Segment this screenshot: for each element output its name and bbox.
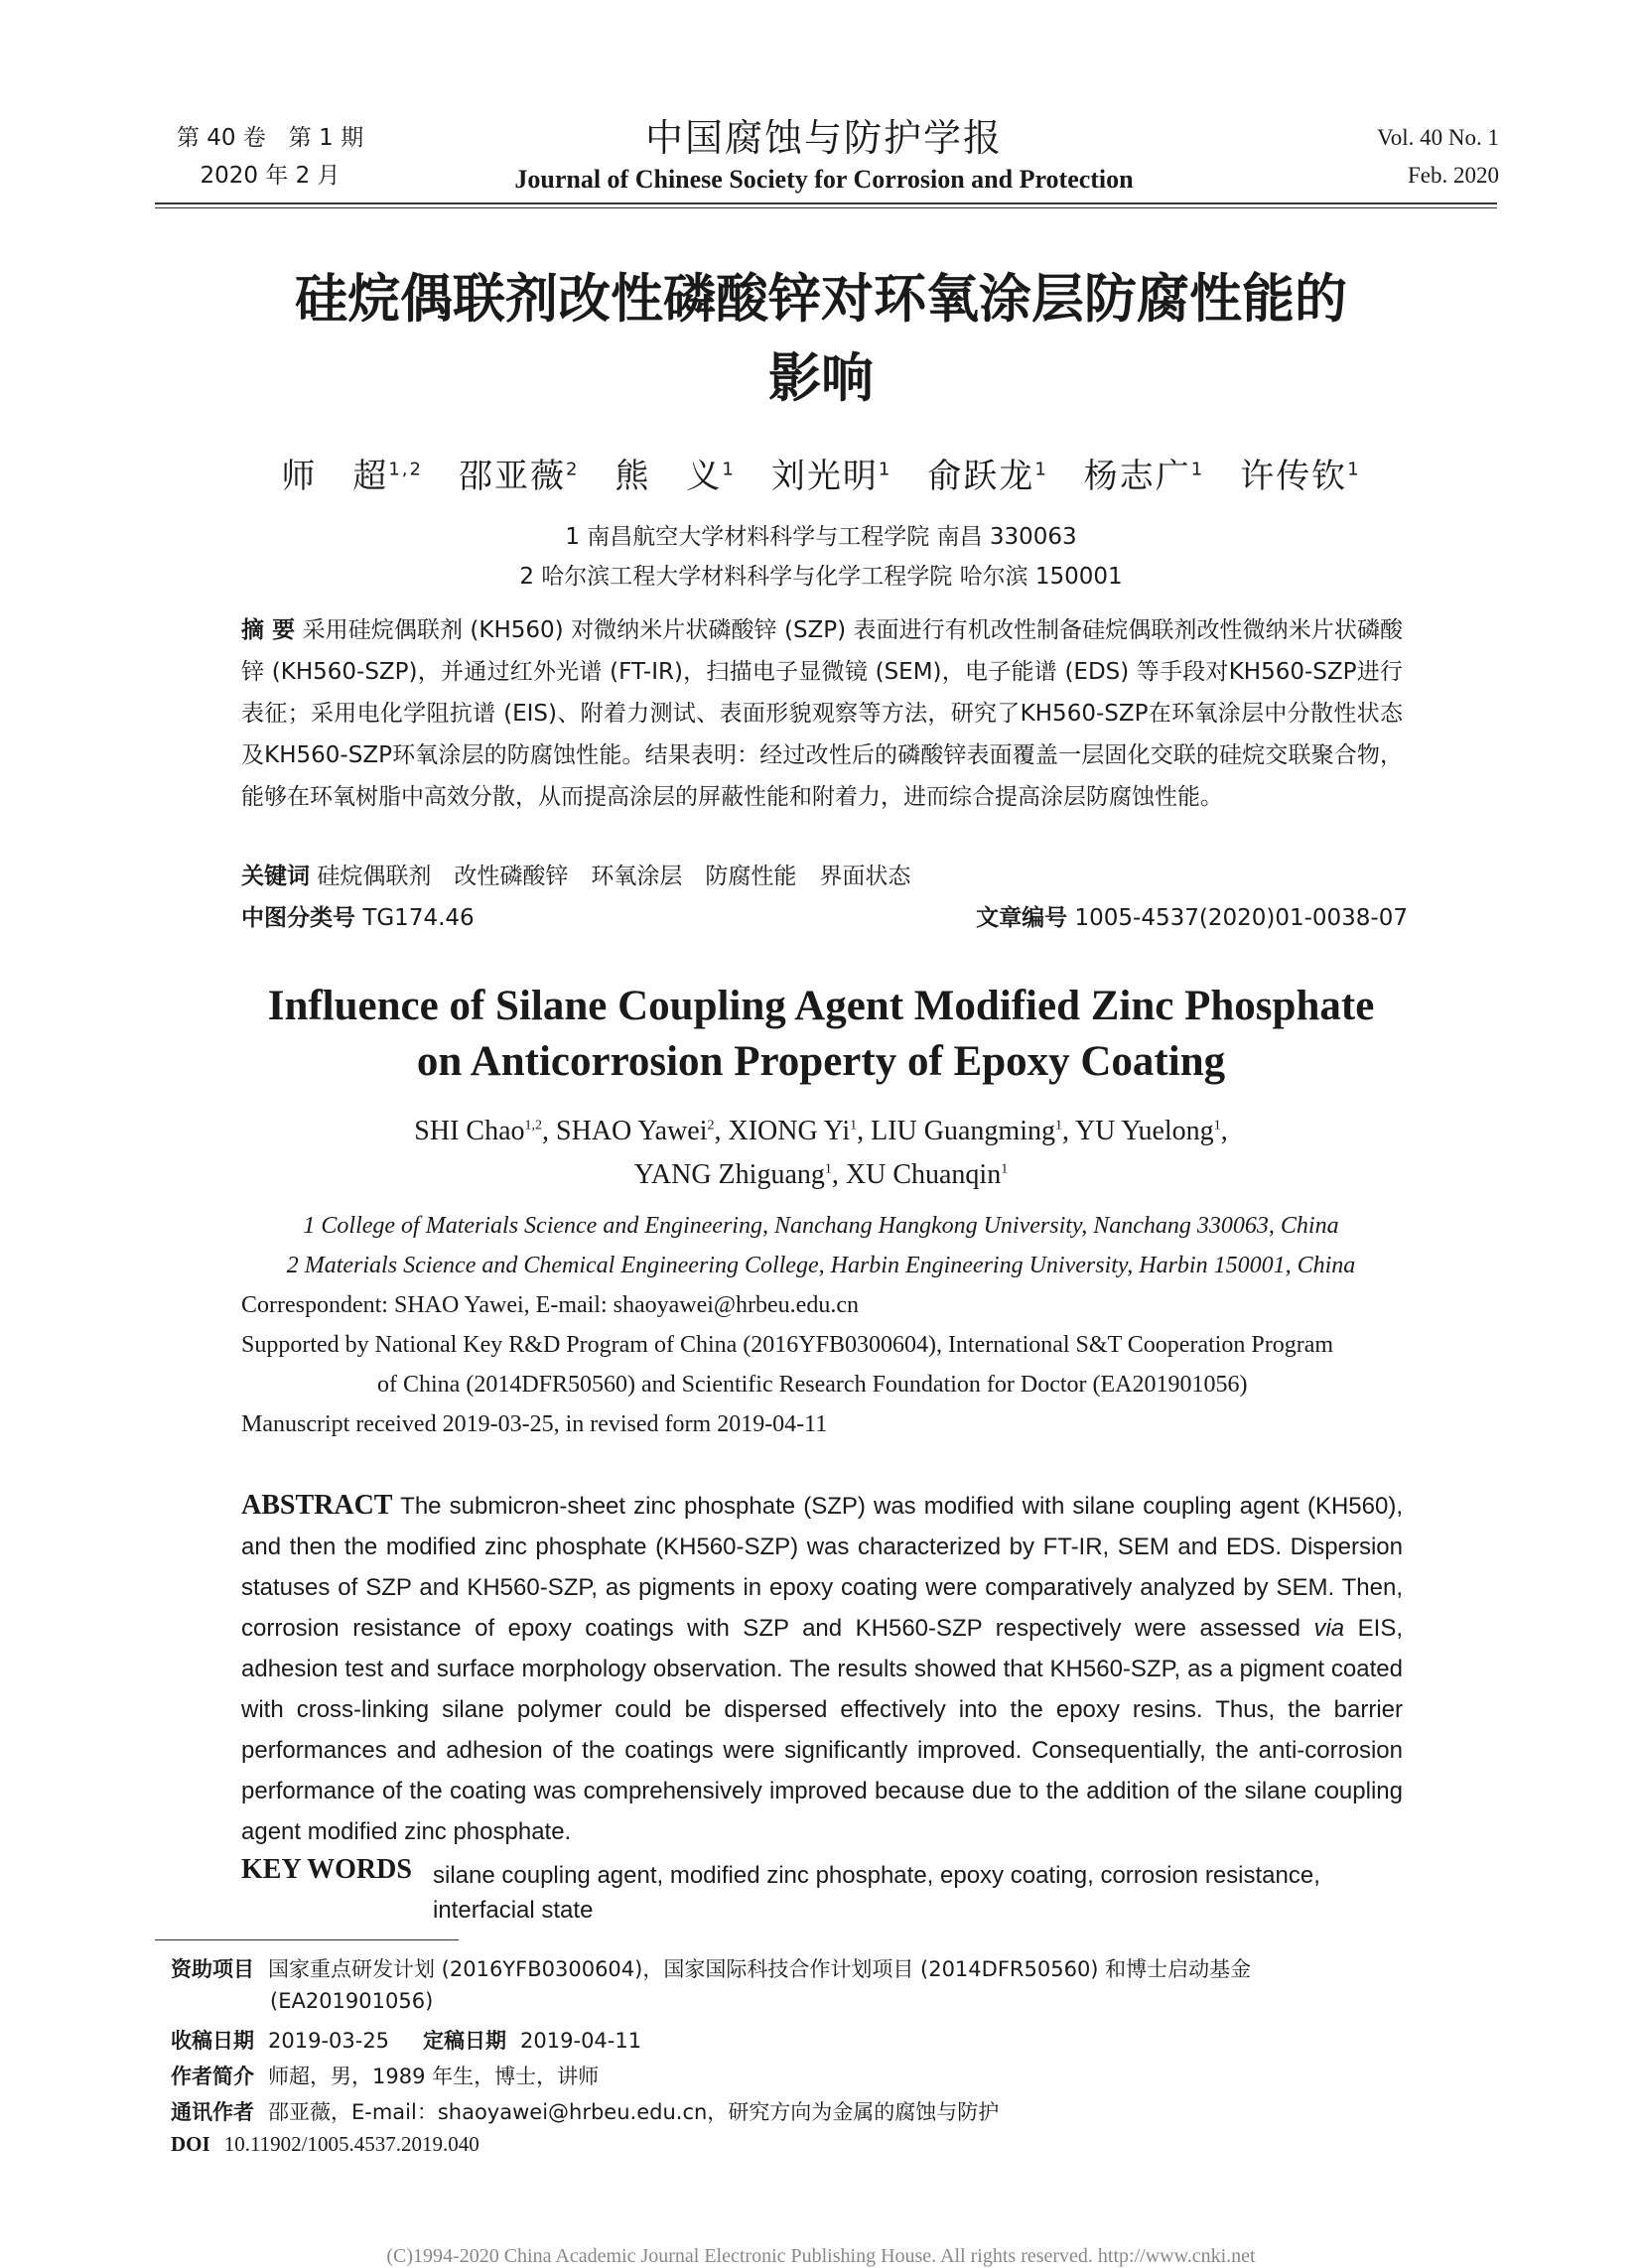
corr-value: 邵亚薇，E-mail：shaoyawei@hrbeu.edu.cn，研究方向为金属的腐蚀与防护 xyxy=(268,2100,1000,2124)
keywords-cn-text: 硅烷偶联剂 改性磷酸锌 环氧涂层 防腐性能 界面状态 xyxy=(317,864,911,889)
title-en-line2: on Anticorrosion Property of Epoxy Coating xyxy=(416,1038,1226,1085)
fund-label: 资助项目 xyxy=(171,1957,254,1981)
title-cn xyxy=(159,260,1483,419)
author-cn: 俞跃龙$^1$ xyxy=(927,457,1048,496)
keywords-en-text: silane coupling agent, modified zinc phosphate, epoxy coating, corrosion resistance, interfacial state xyxy=(433,1862,1320,1924)
abstract-cn xyxy=(241,609,1403,818)
author-en: SHI Chao$^{1,2}$ xyxy=(414,1116,543,1146)
volume-info-en: Vol. 40 No. 1 xyxy=(1377,125,1499,150)
affiliation-en-1: 1 College of Materials Science and Engineering, Nanchang Hangkong University, Nanchang 330063, China xyxy=(303,1213,1339,1239)
author-en-affiliation-mark: 1 xyxy=(850,1118,858,1134)
header-rule xyxy=(155,202,1497,204)
author-en: YANG Zhiguang$^1$ xyxy=(633,1159,832,1190)
date-info-cn: 2020 年 2 月 xyxy=(200,163,341,189)
journal-name-en: Journal of Chinese Society for Corrosion and Protection xyxy=(514,165,1134,194)
footnote-fund xyxy=(171,1953,1251,1983)
affiliation-cn-2: 2 哈尔滨工程大学材料科学与化学工程学院 哈尔滨 150001 xyxy=(519,564,1123,590)
abstract-en-part1: The submicron-sheet zinc phosphate (SZP) was modified with silane coupling agent (KH560), and then the modified zinc phosphate (KH560-SZP) was characterized by FT-IR, SEM and EDS. Dispersion statuses of SZP and KH560-SZP, as pigments in epoxy coating were comparatively analyzed by SEM. Then, corrosion resistance of epoxy coatings with SZP and KH560-SZP respectively were assessed xyxy=(241,1493,1403,1642)
copyright-footer: (C)1994-2020 China Academic Journal Electronic Publishing House. All rights reserved. http://www.cnki.net xyxy=(386,2245,1256,2267)
author-en: YU Yuelong$^1$ xyxy=(1074,1116,1221,1146)
affiliation-en-2: 2 Materials Science and Chemical Engineering College, Harbin Engineering University, Harbin 150001, China xyxy=(286,1253,1356,1278)
correspondent: Correspondent: SHAO Yawei, E-mail: shaoyawei@hrbeu.edu.cn xyxy=(241,1292,859,1318)
clc-label: 中图分类号 xyxy=(241,905,355,931)
fund-line1: 国家重点研发计划 (2016YFB0300604)，国家国际科技合作计划项目 (2014DFR50560) 和博士启动基金 xyxy=(268,1957,1252,1981)
article-number-value: 1005-4537(2020)01-0038-07 xyxy=(1074,905,1408,931)
author-cn-affiliation-mark: 1 xyxy=(1034,459,1048,480)
author-en: XIONG Yi$^1$ xyxy=(728,1116,858,1146)
author-cn: 许传钦$^1$ xyxy=(1240,457,1361,496)
abstract-en-part2: EIS, adhesion test and surface morphology observation. The results showed that KH560-SZP, as a pigment coated with cross-linking silane polymer could be dispersed effectively into the epoxy resins. Thus, the barrier performances and adhesion of the coatings were significantly improved. Consequentially, the anti-corrosion performance of the coating was comprehensively improved because due to the addition of the silane coupling agent modified zinc phosphate. xyxy=(241,1615,1403,1845)
author-en-affiliation-mark: 1,2 xyxy=(524,1118,543,1134)
author-bio-label: 作者简介 xyxy=(171,2065,254,2088)
abstract-en-via: via xyxy=(1313,1615,1345,1642)
author-en: SHAO Yawei$^2$ xyxy=(556,1116,715,1146)
doi-label: DOI xyxy=(171,2132,210,2156)
author-en-affiliation-mark: 1 xyxy=(1001,1161,1009,1177)
author-en: XU Chuanqin$^1$ xyxy=(845,1159,1009,1190)
authors-en-line1: SHI Chao$^{1,2}$, SHAO Yawei$^2$, XIONG Yi$^1$, LIU Guangming$^1$, YU Yuelong$^1$, xyxy=(414,1116,1228,1146)
author-cn: 师 超$^{1,2}$ xyxy=(281,457,423,496)
received-value: 2019-03-25 xyxy=(268,2029,390,2053)
author-cn-affiliation-mark: 1 xyxy=(1190,459,1205,480)
footnote-author xyxy=(171,2061,599,2090)
final-value: 2019-04-11 xyxy=(520,2029,642,2053)
author-cn-affiliation-mark: 1 xyxy=(1347,459,1361,480)
corr-label: 通讯作者 xyxy=(171,2100,254,2124)
title-cn-line2: 影响 xyxy=(768,348,874,409)
article-number-label: 文章编号 xyxy=(976,905,1068,931)
support-line1: Supported by National Key R&D Program of China (2016YFB0300604), International S&T Cooperation Program xyxy=(241,1332,1334,1358)
author-cn-affiliation-mark: 1 xyxy=(878,459,892,480)
author-cn-affiliation-mark: 1,2 xyxy=(388,459,423,480)
received-label: 收稿日期 xyxy=(171,2029,254,2053)
footnote-dates xyxy=(171,2025,641,2055)
abstract-cn-label: 摘 要 xyxy=(241,617,296,643)
title-en-line1: Influence of Silane Coupling Agent Modified Zinc Phosphate xyxy=(267,983,1375,1029)
keywords-cn-label: 关键词 xyxy=(241,864,310,889)
footnote-correspondent xyxy=(171,2096,999,2126)
author-en-affiliation-mark: 1 xyxy=(1213,1118,1221,1134)
author-cn: 邵亚薇$^2$ xyxy=(458,457,580,496)
affiliation-cn-1: 1 南昌航空大学材料科学与工程学院 南昌 330063 xyxy=(565,524,1077,550)
issue-info-cn: 第 40 卷 第 1 期 xyxy=(176,125,364,151)
author-cn-affiliation-mark: 2 xyxy=(565,459,580,480)
keywords-cn xyxy=(241,858,1403,890)
manuscript-dates: Manuscript received 2019-03-25, in revised form 2019-04-11 xyxy=(241,1411,828,1437)
author-bio-value: 师超，男，1989 年生，博士，讲师 xyxy=(268,2065,600,2088)
support-line2: of China (2014DFR50560) and Scientific Research Foundation for Doctor (EA201901056) xyxy=(377,1372,1248,1398)
article-number xyxy=(976,899,1408,932)
journal-name-cn: 中国腐蚀与防护学报 xyxy=(644,116,1003,160)
abstract-en xyxy=(241,1485,1403,1852)
date-info-en: Feb. 2020 xyxy=(1408,163,1499,188)
keywords-en-label: KEY WORDS xyxy=(241,1854,412,1885)
author-cn: 刘光明$^1$ xyxy=(770,457,892,496)
title-cn-line1: 硅烷偶联剂改性磷酸锌对环氧涂层防腐性能的 xyxy=(295,269,1347,330)
footnote-rule xyxy=(155,1939,459,1940)
final-label: 定稿日期 xyxy=(423,2029,507,2053)
fund-line2: (EA201901056) xyxy=(270,1989,434,2013)
author-en-affiliation-mark: 1 xyxy=(824,1161,832,1177)
clc-number xyxy=(241,899,475,932)
abstract-en-label: ABSTRACT xyxy=(241,1490,393,1521)
author-en: LIU Guangming$^1$ xyxy=(871,1116,1062,1146)
title-en xyxy=(159,979,1483,1090)
author-cn: 杨志广$^1$ xyxy=(1083,457,1205,496)
doi-value: 10.11902/1005.4537.2019.040 xyxy=(223,2132,479,2156)
authors-en-line2: YANG Zhiguang$^1$, XU Chuanqin$^1$ xyxy=(633,1159,1009,1190)
author-cn-affiliation-mark: 1 xyxy=(722,459,736,480)
authors-cn xyxy=(159,449,1483,497)
header-rule-thin xyxy=(155,207,1497,208)
footnote-doi xyxy=(171,2132,479,2157)
author-en-affiliation-mark: 1 xyxy=(1054,1118,1062,1134)
clc-value: TG174.46 xyxy=(362,905,475,931)
abstract-cn-text: 采用硅烷偶联剂 (KH560) 对微纳米片状磷酸锌 (SZP) 表面进行有机改性制备硅烷偶联剂改性微纳米片状磷酸锌 (KH560-SZP)，并通过红外光谱 (FT-IR)，扫描电子显微镜 (SEM)，电子能谱 (EDS) 等手段对KH560-SZP进行表征；采用电化学阻抗谱 (EIS)、附着力测试、表面形貌观察等方法，研究了KH560-SZP在环氧涂层中分散性状态及KH560-SZP环氧涂层的防腐蚀性能。结果表明：经过改性后的磷酸锌表面覆盖一层固化交联的硅烷交联聚合物，能够在环氧树脂中高效分散，从而提高涂层的屏蔽性能和附着力，进而综合提高涂层防腐蚀性能。 xyxy=(241,617,1404,810)
author-en-affiliation-mark: 2 xyxy=(707,1118,715,1134)
author-cn: 熊 义$^1$ xyxy=(615,457,736,496)
